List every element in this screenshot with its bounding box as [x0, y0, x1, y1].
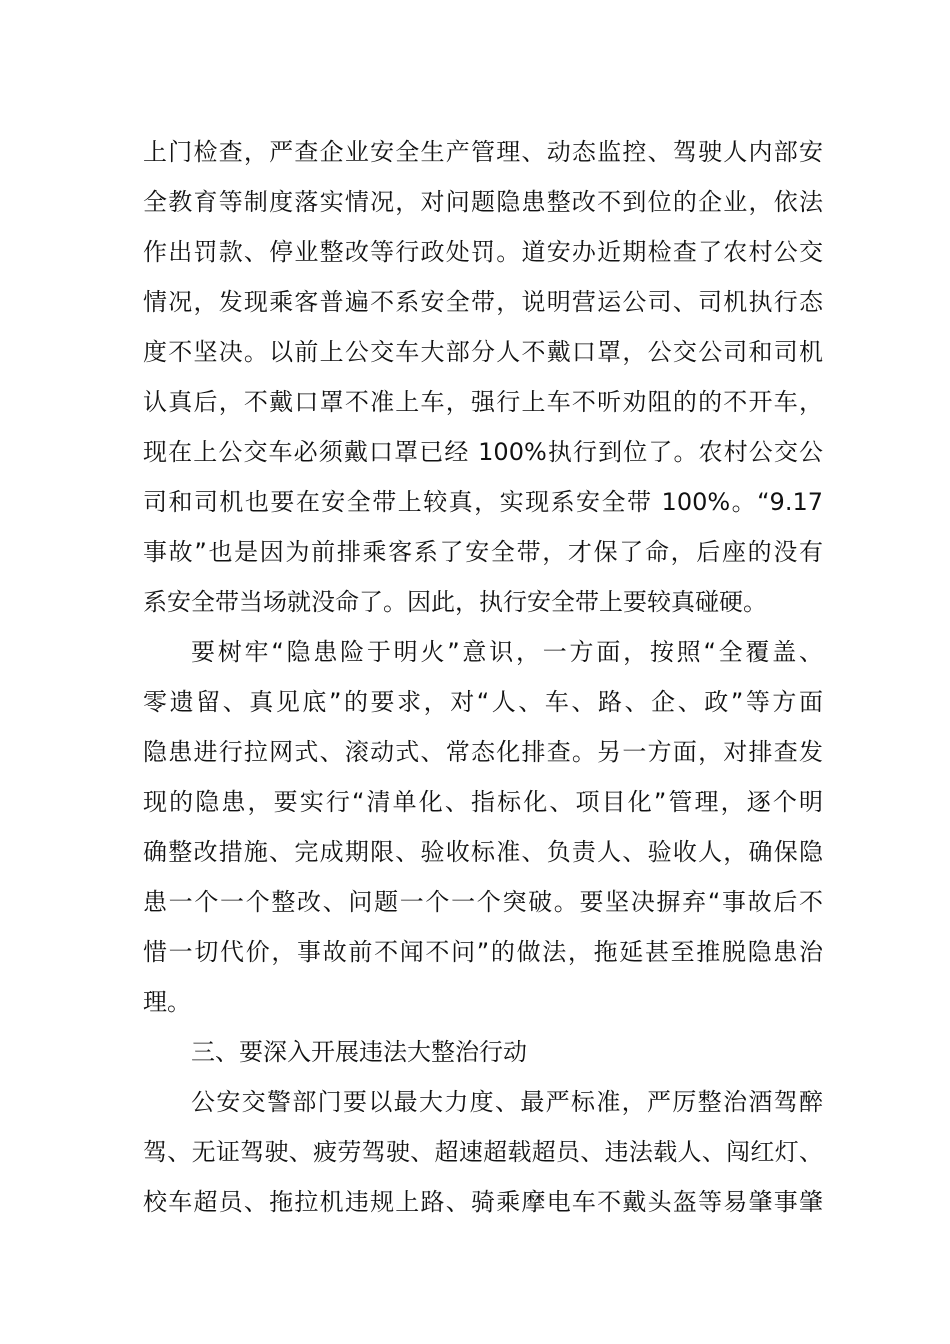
section-heading: 三、要深入开展违法大整治行动	[191, 1038, 527, 1066]
text-line: 惜一切代价，事故前不闻不问”的做法，拖延甚至推脱隐患治	[143, 938, 823, 966]
text-line: 司和司机也要在安全带上较真，实现系安全带 100%。“9.17	[143, 488, 823, 516]
text-line: 现的隐患，要实行“清单化、指标化、项目化”管理，逐个明	[143, 788, 823, 816]
text-line: 度不坚决。以前上公交车大部分人不戴口罩，公交公司和司机	[143, 338, 823, 366]
text-line: 系安全带当场就没命了。因此，执行安全带上要较真碰硬。	[143, 588, 767, 616]
text-line: 作出罚款、停业整改等行政处罚。道安办近期检查了农村公交	[143, 238, 823, 266]
text-line: 确整改措施、完成期限、验收标准、负责人、验收人，确保隐	[143, 838, 823, 866]
text-line: 隐患进行拉网式、滚动式、常态化排查。另一方面，对排查发	[143, 738, 823, 766]
text-line: 全教育等制度落实情况，对问题隐患整改不到位的企业，依法	[143, 188, 823, 216]
text-line: 现在上公交车必须戴口罩已经 100%执行到位了。农村公交公	[143, 438, 823, 466]
paragraph-first-line: 要树牢“隐患险于明火”意识，一方面，按照“全覆盖、	[191, 638, 823, 666]
paragraph-first-line: 公安交警部门要以最大力度、最严标准，严厉整治酒驾醉	[191, 1088, 823, 1116]
text-line: 上门检查，严查企业安全生产管理、动态监控、驾驶人内部安	[143, 138, 823, 166]
text-line: 零遗留、真见底”的要求，对“人、车、路、企、政”等方面	[143, 688, 823, 716]
text-line: 情况，发现乘客普遍不系安全带，说明营运公司、司机执行态	[143, 288, 823, 316]
text-line: 患一个一个整改、问题一个一个突破。要坚决摒弃“事故后不	[143, 888, 823, 916]
text-line: 驾、无证驾驶、疲劳驾驶、超速超载超员、违法载人、闯红灯、	[143, 1138, 823, 1166]
text-line: 理。	[143, 988, 191, 1016]
text-line: 事故”也是因为前排乘客系了安全带，才保了命，后座的没有	[143, 538, 823, 566]
text-line: 认真后，不戴口罩不准上车，强行上车不听劝阻的的不开车，	[143, 388, 823, 416]
text-line: 校车超员、拖拉机违规上路、骑乘摩电车不戴头盔等易肇事肇	[143, 1188, 823, 1216]
